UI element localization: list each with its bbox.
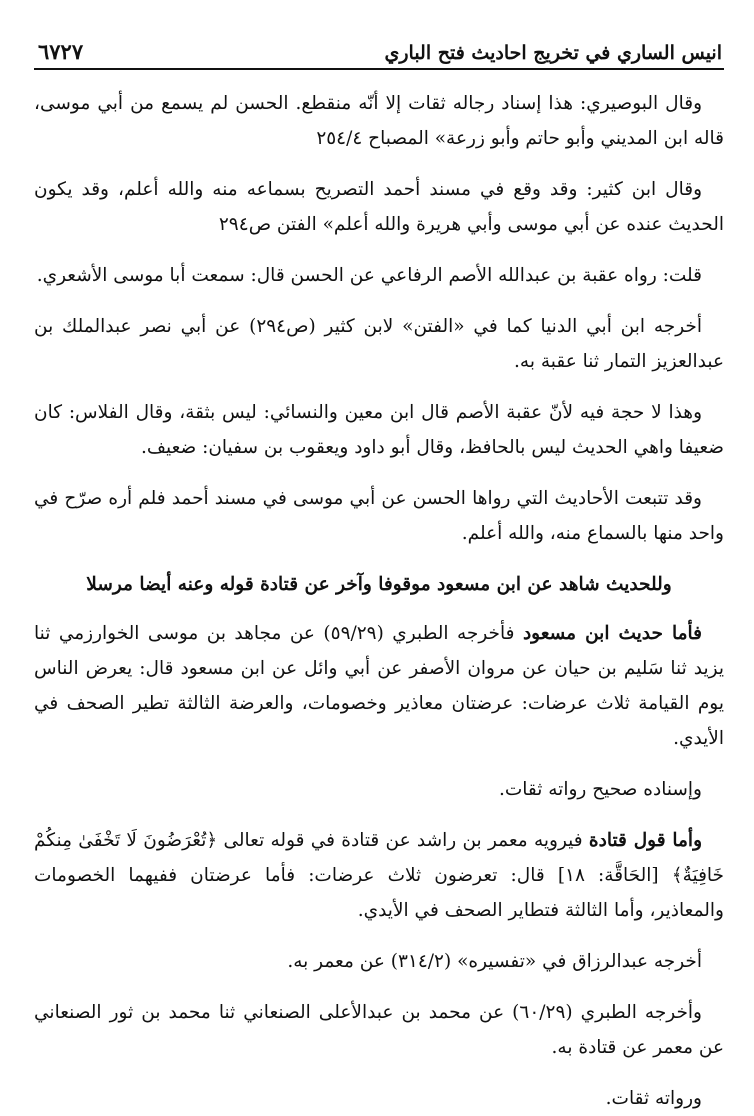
running-title: انيس الساري في تخريج احاديث فتح الباري xyxy=(384,42,722,64)
paragraph-abdurrazzaq xyxy=(34,944,724,979)
paragraph-isnad-sahih xyxy=(34,772,724,807)
paragraph-text: وقال البوصيري: هذا إسناد رجاله ثقات إلا أنّه منقطع. الحسن لم يسمع من أبي موسى، قاله ابن المديني وأبو حاتم وأبو زرعة» المصباح ٢٥٤/٤ xyxy=(34,93,724,149)
paragraph-lead: وأما قول قتادة xyxy=(588,830,702,851)
paragraph-text: قلت: رواه عقبة بن عبدالله الأصم الرفاعي عن الحسن قال: سمعت أبا موسى الأشعري. xyxy=(36,265,702,286)
section-heading: وللحديث شاهد عن ابن مسعود موقوفا وآخر عن قتادة قوله وعنه أيضا مرسلا xyxy=(86,574,672,595)
paragraph-lead: فأما حديث ابن مسعود xyxy=(522,623,702,644)
paragraph-text: وقد تتبعت الأحاديث التي رواها الحسن عن أبي موسى في مسند أحمد فلم أره صرّح في واحد منها بالسماع منه، والله أعلم. xyxy=(34,488,724,544)
paragraph-text: وأخرجه الطبري (٦٠/٢٩) عن محمد بن عبدالأعلى الصنعاني ثنا محمد بن ثور الصنعاني عن معمر عن قتادة به. xyxy=(34,1002,724,1058)
paragraph-uqba-riwaya xyxy=(34,258,724,293)
paragraph-tabari xyxy=(34,995,724,1065)
paragraph-text: أخرجه عبدالرزاق في «تفسيره» (٣١٤/٢) عن معمر به. xyxy=(287,951,702,972)
paragraph-text: وهذا لا حجة فيه لأنّ عقبة الأصم قال ابن معين والنسائي: ليس بثقة، وقال الفلاس: كان ضعيفا واهي الحديث ليس بالحافظ، وقال أبو داود ويعقوب بن سفيان: ضعيف. xyxy=(34,402,724,458)
paragraph-uqba-jarh xyxy=(34,395,724,465)
paragraph-ibn-masud xyxy=(34,616,724,756)
paragraph-ruwat-thiqat xyxy=(34,1081,724,1116)
header-divider xyxy=(34,68,724,70)
page-number: ٦٧٢٧ xyxy=(38,39,84,64)
paragraph-qatada xyxy=(34,823,724,928)
paragraph-text: وإسناده صحيح رواته ثقات. xyxy=(498,779,702,800)
paragraph-ibn-kathir xyxy=(34,172,724,242)
paragraph-text: وقال ابن كثير: وقد وقع في مسند أحمد التصريح بسماعه منه والله أعلم، وقد يكون الحديث عنده عن أبي موسى وأبي هريرة والله أعلم» الفتن ص٢٩٤ xyxy=(34,179,724,235)
paragraph-text: فيرويه معمر بن راشد عن قتادة في قوله تعالى ﴿تُعْرَضُونَ لَا تَخْفَىٰ مِنكُمْ خَافِيَةٌ﴾ [الحَاقَّة: ١٨] قال: تعرضون ثلاث عرضات: فأما عرضتان ففيهما الخصومات والمعاذير، وأما الثالثة فتطاير الصحف في الأيدي. xyxy=(34,830,724,921)
paragraph-text: ورواته ثقات. xyxy=(605,1088,702,1109)
paragraph-ibn-abi-dunya xyxy=(34,309,724,379)
page-header xyxy=(34,30,724,64)
paragraph-tatabbu xyxy=(34,481,724,551)
paragraph-busiri xyxy=(34,86,724,156)
paragraph-text: فأخرجه الطبري (٥٩/٢٩) عن مجاهد بن موسى الخوارزمي ثنا يزيد ثنا سَليم بن حيان عن مروان الأصفر عن أبي وائل عن ابن مسعود قال: يعرض الناس يوم القيامة ثلاث عرضات: عرضتان معاذير وخصومات، والعرضة الثالثة تطير الصحف في الأيدي. xyxy=(34,623,724,749)
page-body xyxy=(34,86,724,1116)
book-page xyxy=(34,30,724,1109)
paragraph-text: أخرجه ابن أبي الدنيا كما في «الفتن» لابن كثير (ص٢٩٤) عن أبي نصر عبدالملك بن عبدالعزيز التمار ثنا عقبة به. xyxy=(34,316,724,372)
